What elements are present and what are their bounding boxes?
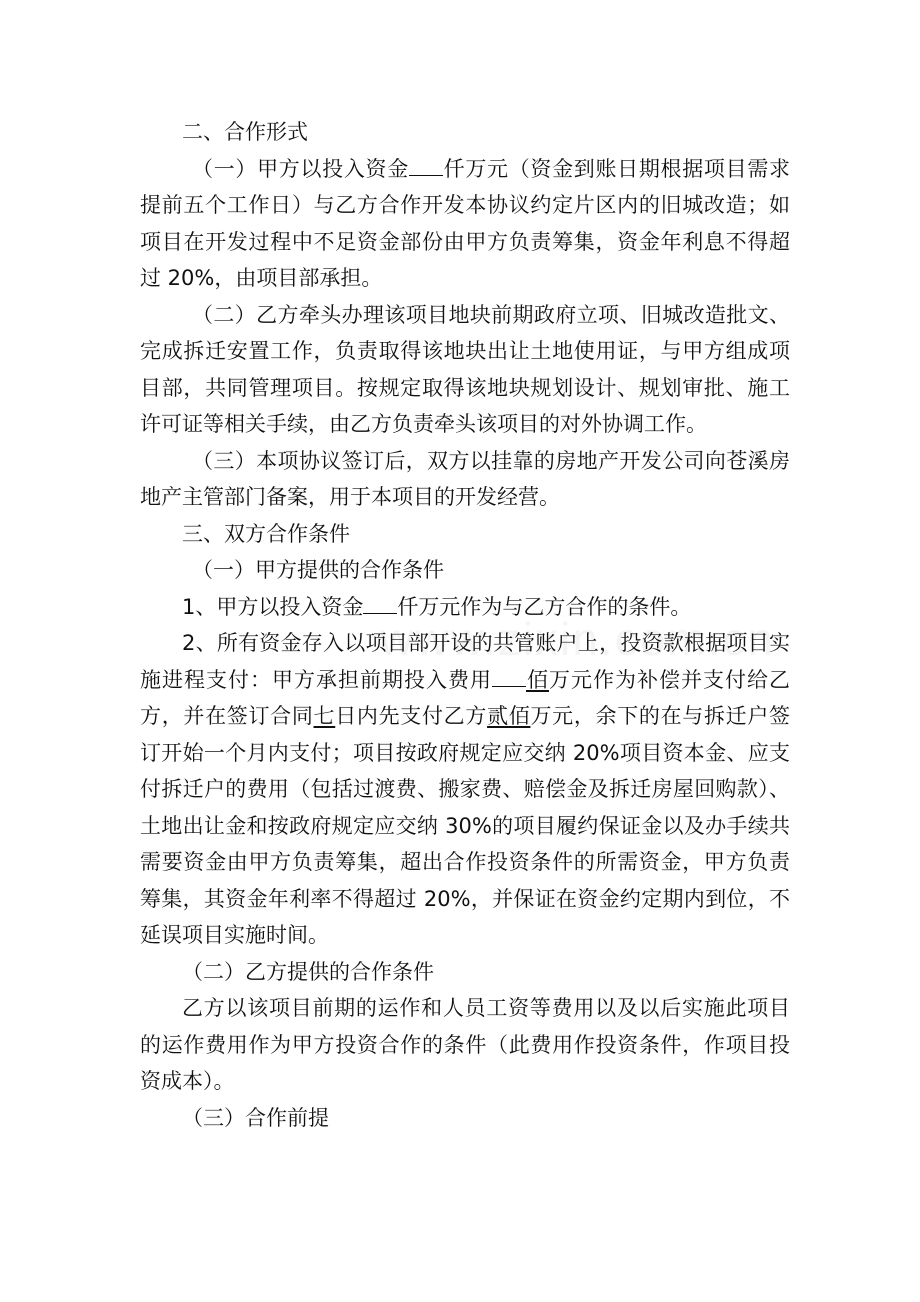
paragraph-2-1 <box>140 151 790 297</box>
paragraph-2-1-text-a: （一）甲方以投入资金 <box>192 156 409 181</box>
subheading-3-2: （二）乙方提供的合作条件 <box>182 959 434 984</box>
amount-blank <box>363 591 397 614</box>
section-heading-3: 三、双方合作条件 <box>182 521 350 546</box>
filled-payment: 贰佰 <box>487 704 531 728</box>
paragraph-3-2: 乙方以该项目前期的运作和人员工资等费用以及以后实施此项目的运作费用作为甲方投资合作的条件（此费用作投资条件，作项目投资成本）。 <box>140 996 790 1093</box>
filled-amount: 佰 <box>526 667 549 692</box>
document-body <box>140 114 790 1136</box>
item-3-1-2 <box>140 625 790 954</box>
item-3-1-2-text-c: 万元作为补偿并支付给乙方，并在签订合同 <box>140 667 790 728</box>
paragraph-2-3: （三）本项协议签订后，双方以挂靠的房地产开发公司向苍溪房地产主管部门备案，用于本项目的开发经营。 <box>140 448 790 509</box>
item-3-1-2-text-e: 日内先支付乙方 <box>335 704 488 728</box>
paragraph-2-1-text-b: 仟万元（资金到账日期根据项目需求提前五个工作日）与乙方合作开发本协议约定片区内的旧城改造；如项目在开发过程中不足资金部份由甲方负责筹集，资金年利息不得超过 20%，由项目部承担。 <box>140 156 791 290</box>
amount-blank <box>492 664 526 687</box>
item-3-1-1 <box>140 589 790 626</box>
section-heading-2: 二、合作形式 <box>182 120 308 144</box>
item-3-1-2-text-g: 万元，余下的在与拆迁户签订开始一个月内支付；项目按政府规定应交纳 20%项目资本金、应支付拆迁户的费用（包括过渡费、搬家费、赔偿金及拆迁房屋回购款）、土地出让金和按政府规定应交纳 30%的项目履约保证金以及办手续共需要资金由甲方负责筹集，超出合作投资条件的所需资金，甲方负责筹集，其资金年利率不得超过 20%，并保证在资金约定期内到位，不延误项目实施时间。 <box>140 704 791 947</box>
amount-blank <box>409 153 443 176</box>
subheading-3-3: （三）合作前提 <box>182 1105 329 1130</box>
item-3-1-2-text-a: 2、所有资金存入以项目部开设的共管账户上，投资款根据项目实施进程支付：甲方承担前期投入费用 <box>140 631 790 692</box>
filled-days: 七 <box>313 704 336 728</box>
subheading-3-1: （一）甲方提供的合作条件 <box>192 558 444 582</box>
paragraph-2-2: （二）乙方牵头办理该项目地块前期政府立项、旧城改造批文、完成拆迁安置工作，负责取得该地块出让土地使用证，与甲方组成项目部，共同管理项目。按规定取得该地块规划设计、规划审批、施工许可证等相关手续，由乙方负责牵头该项目的对外协调工作。 <box>140 302 790 436</box>
item-3-1-1-text-b: 仟万元作为与乙方合作的条件。 <box>397 594 692 619</box>
item-3-1-1-text-a: 1、甲方以投入资金 <box>182 594 364 619</box>
